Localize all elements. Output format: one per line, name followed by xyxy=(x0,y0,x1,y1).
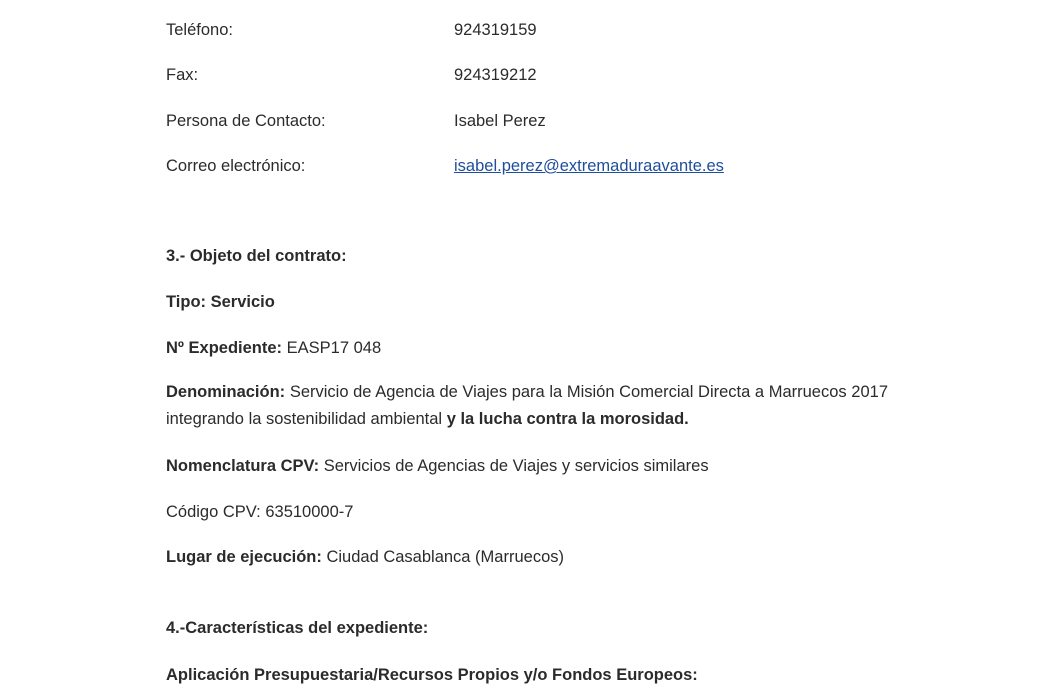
aplicacion-field: Aplicación Presupuestaria/Recursos Propios y/o Fondos Europeos: xyxy=(166,666,698,684)
nomenclatura-field xyxy=(166,455,709,477)
lugar-label: Lugar de ejecución: xyxy=(166,548,322,566)
denominacion-paragraph xyxy=(166,379,888,433)
telefono-row xyxy=(166,19,537,41)
expediente-label: Nº Expediente: xyxy=(166,339,283,357)
tipo-field: Tipo: Servicio xyxy=(166,293,275,311)
correo-label: Correo electrónico: xyxy=(166,157,306,175)
fax-label: Fax: xyxy=(166,66,199,84)
telefono-label: Teléfono: xyxy=(166,21,233,39)
denominacion-bold: y la lucha contra la morosidad. xyxy=(446,410,689,428)
section3-heading: 3.- Objeto del contrato: xyxy=(166,247,347,265)
persona-label: Persona de Contacto: xyxy=(166,112,326,130)
codigo-field: Código CPV: 63510000-7 xyxy=(166,503,354,521)
expediente-value: EASP17 048 xyxy=(282,339,382,357)
expediente-field xyxy=(166,337,381,359)
fax-value: 924319212 xyxy=(454,66,537,84)
lugar-value: Ciudad Casablanca (Marruecos) xyxy=(321,548,564,566)
persona-row xyxy=(166,110,546,132)
nomenclatura-label: Nomenclatura CPV: xyxy=(166,457,320,475)
telefono-value: 924319159 xyxy=(454,21,537,39)
persona-value: Isabel Perez xyxy=(454,112,546,130)
correo-link[interactable]: isabel.perez@extremaduraavante.es xyxy=(454,157,724,175)
correo-row xyxy=(166,155,724,177)
lugar-field xyxy=(166,546,564,568)
nomenclatura-value: Servicios de Agencias de Viajes y servicios similares xyxy=(319,457,709,475)
section4-heading: 4.-Características del expediente: xyxy=(166,619,429,637)
denominacion-text: Servicio de Agencia de Viajes para la Misión Comercial Directa a Marruecos 2017 integrando la sostenibilidad ambiental xyxy=(166,383,888,428)
denominacion-label: Denominación: xyxy=(166,383,286,401)
fax-row xyxy=(166,64,537,86)
